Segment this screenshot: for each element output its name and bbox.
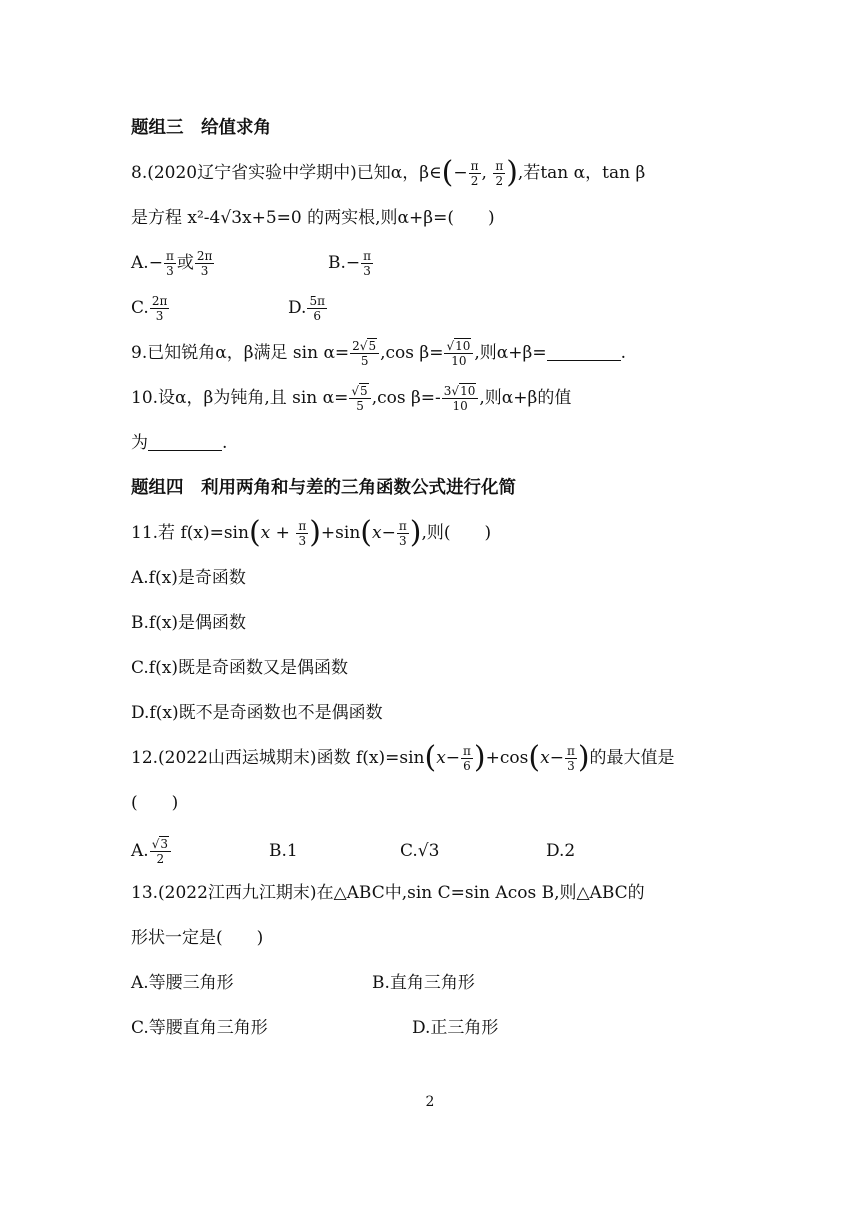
q12-option-b: B.1 (269, 841, 298, 861)
q9-answer-blank[interactable] (547, 342, 621, 361)
q12-option-c: C.√3 (400, 841, 440, 861)
q11-option-a: A.f(x)是奇函数 (131, 568, 246, 588)
q13-option-b: B.直角三角形 (372, 973, 475, 993)
q12-option-d: D.2 (546, 841, 576, 861)
q10-answer-blank[interactable] (148, 432, 222, 451)
question-13-line-1: 13.(2022江西九江期末)在△ABC中,sin C=sin Acos B,则△ABC的 (131, 883, 645, 903)
q8-prefix: 8.(2020辽宁省实验中学期中)已知α，β∈ (131, 163, 442, 183)
question-8-line-1: 8.(2020辽宁省实验中学期中)已知α，β∈(− $\frac{\pi}{2}$ , $\frac{\pi}{2}$ ),若tan α，tan β (131, 155, 646, 190)
q11-option-d: D.f(x)既不是奇函数也不是偶函数 (131, 703, 383, 723)
question-10-line-2: 为 . (131, 433, 228, 453)
page-number: 2 (425, 1094, 435, 1110)
q8-option-b: B.− $\frac{\pi}{3}$ (328, 249, 372, 278)
question-9: 9.已知锐角α，β满足 sin α= $\frac{2√5}{5}$ ,cos β= $\frac{√10}{10}$ ,则α+β= . (131, 339, 627, 368)
question-13-line-2: 形状一定是( ) (131, 928, 264, 948)
q13-option-a: A.等腰三角形 (131, 973, 234, 993)
question-11: 11.若 f(x)=sin(x + $\frac{\pi}{3}$ )+sin(x− $\frac{\pi}{3}$ ),则( ) (131, 515, 492, 550)
q8-option-c: C. $\frac{2\pi}{3}$ (131, 294, 168, 323)
question-10-line-1: 10.设α，β为钝角,且 sin α= $\frac{√5}{5}$ ,cos β=- $\frac{3√10}{10}$ ,则α+β的值 (131, 384, 572, 413)
q13-option-c: C.等腰直角三角形 (131, 1018, 268, 1038)
section-heading-3: 题组三 给值求角 (131, 118, 271, 138)
q12-option-a: A. $\frac{√3}{2}$ (131, 836, 172, 866)
q8-option-a: A.− $\frac{\pi}{3}$ 或 $\frac{2\pi}{3}$ (131, 249, 213, 278)
question-8-line-2: 是方程 x²-4√3x+5=0 的两实根,则α+β=( ) (131, 208, 495, 228)
section-heading-4: 题组四 利用两角和与差的三角函数公式进行化简 (131, 478, 516, 498)
q8-option-d: D. $\frac{5\pi}{6}$ (288, 294, 325, 323)
q13-option-d: D.正三角形 (412, 1018, 499, 1038)
question-12-line-1: 12.(2022山西运城期末)函数 f(x)=sin(x− $\frac{\pi}{6}$ )+cos(x− $\frac{\pi}{3}$ )的最大值是 (131, 740, 675, 775)
q11-option-c: C.f(x)既是奇函数又是偶函数 (131, 658, 348, 678)
q11-option-b: B.f(x)是偶函数 (131, 613, 247, 633)
question-12-line-2: ( ) (131, 793, 179, 813)
q8-mid: 若tan α，tan β (523, 163, 646, 183)
